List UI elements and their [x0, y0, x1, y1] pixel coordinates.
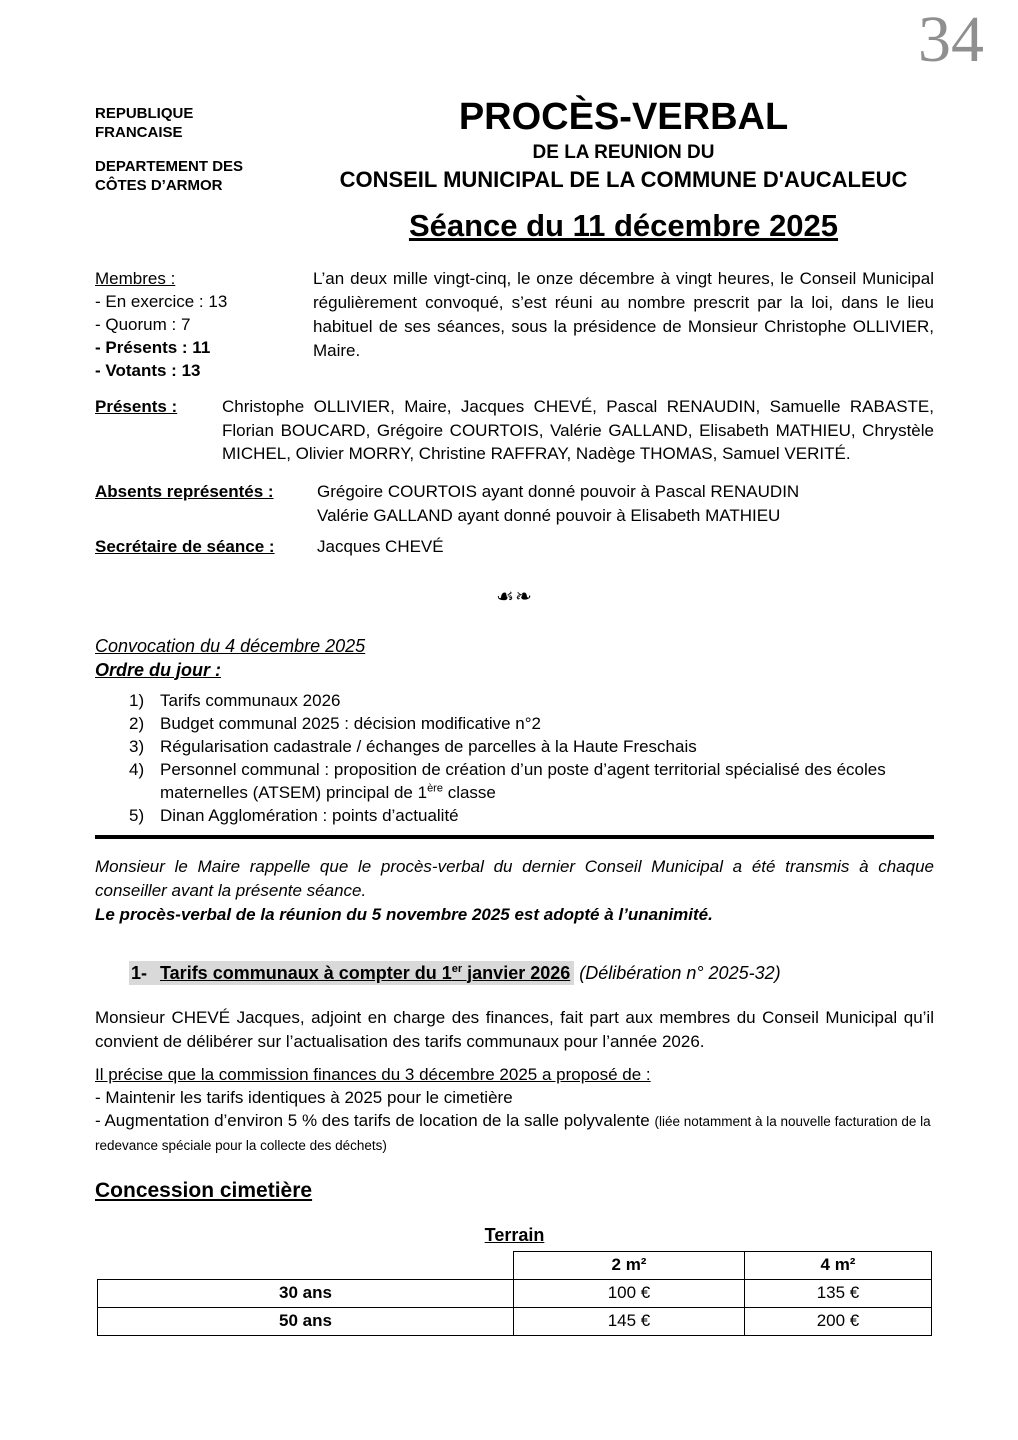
convocation-line	[95, 635, 934, 658]
agenda-item-5-text: Dinan Agglomération : points d’actualité	[160, 805, 459, 825]
document-title: PROCÈS-VERBAL	[458, 96, 789, 138]
adoption-statement: Le procès-verbal de la réunion du 5 novembre 2025 est adopté à l’unanimité.	[95, 904, 713, 924]
agenda-item-3-text: Régularisation cadastrale / échanges de parcelles à la Haute Freschais	[160, 736, 697, 756]
presents-row	[95, 395, 934, 466]
session-title	[313, 208, 934, 244]
table-row	[98, 1307, 932, 1335]
header-left-block	[95, 96, 313, 195]
table-row	[98, 1279, 932, 1307]
republic-label	[95, 104, 313, 142]
absents-row	[95, 480, 934, 528]
secretary-label: Secrétaire de séance :	[95, 536, 275, 556]
section-1-heading	[129, 960, 934, 986]
table-header-2m2: 2 m²	[514, 1251, 745, 1279]
table-header-row	[98, 1251, 932, 1279]
presents-names: Christophe OLLIVIER, Maire, Jacques CHEVÉ, Pascal RENAUDIN, Samuelle RABASTE, Florian BOUCARD, Grégoire COURTOIS, Valérie GALLAND, Elisabeth MATHIEU, Chrystèle MICHEL, Olivier MORRY, Christine RAFFRAY, Nadège THOMAS, Samuel VERITÉ.	[222, 397, 934, 463]
members-block	[95, 267, 313, 382]
table-row-1-value-4m2: 135 €	[745, 1279, 932, 1307]
department-line2: CÔTES D’ARMOR	[95, 177, 223, 194]
recall-paragraph: Monsieur le Maire rappelle que le procès-verbal du dernier Conseil Municipal a été transmis à chaque conseiller avant la présente séance.	[95, 856, 934, 900]
members-label: Membres :	[95, 269, 176, 288]
commission-proposal-2-note: (liée notamment à la nouvelle facturation de la redevance spéciale pour la collecte des déchets)	[95, 1113, 931, 1153]
members-presents: - Présents : 11	[95, 338, 211, 357]
secretary-name: Jacques CHEVÉ	[317, 536, 444, 556]
concession-heading	[95, 1178, 934, 1204]
fleuron-ornament-icon: ☙❧	[496, 585, 533, 608]
members-en-exercice: - En exercice : 13	[95, 292, 228, 311]
agenda-item-5	[129, 804, 934, 827]
agenda-list	[129, 689, 934, 827]
commission-intro-text: Il précise que la commission finances du 3 décembre 2025 a proposé de :	[95, 1064, 651, 1084]
members-and-intro-section	[95, 267, 934, 382]
table-row-2-value-2m2: 145 €	[514, 1307, 745, 1335]
commission-proposal-2	[95, 1109, 934, 1157]
section-1-title-superscript: er	[451, 962, 463, 975]
table-row-1-value-2m2: 100 €	[514, 1279, 745, 1307]
document-subtitle-1: DE LA REUNION DU	[532, 142, 715, 163]
section-1-title-a: Tarifs communaux à compter du 1	[160, 962, 452, 983]
terrain-table-title	[95, 1224, 934, 1247]
agenda-item-4	[129, 758, 934, 804]
absents-body	[317, 480, 799, 528]
section-1-body-paragraph: Monsieur CHEVÉ Jacques, adjoint en charge des finances, fait part aux membres du Conseil Municipal qu’il convient de délibérer sur l’actualisation des tarifs communaux pour l’année 2026.	[95, 1007, 934, 1051]
members-votants: - Votants : 13	[95, 361, 201, 380]
header-center-block	[313, 96, 934, 193]
document-header	[95, 96, 934, 195]
agenda-item-5-number: 5)	[129, 805, 145, 825]
agenda-label	[95, 658, 934, 682]
republic-line1: REPUBLIQUE	[95, 105, 194, 122]
session-title-text: Séance du 11 décembre 2025	[408, 208, 839, 243]
convocation-text: Convocation du 4 décembre 2025	[95, 635, 366, 656]
agenda-label-text: Ordre du jour :	[95, 659, 221, 680]
commission-proposal-1: - Maintenir les tarifs identiques à 2025 pour le cimetière	[95, 1087, 513, 1107]
concession-heading-text: Concession cimetière	[95, 1178, 313, 1202]
table-header-empty-cell	[98, 1251, 514, 1279]
secretary-row	[95, 535, 934, 559]
page-number: 34	[918, 3, 984, 76]
agenda-item-4-number: 4)	[129, 759, 145, 779]
agenda-item-4-superscript: ère	[427, 781, 443, 794]
intro-paragraph: L’an deux mille vingt-cinq, le onze décembre à vingt heures, le Conseil Municipal régulièrement convoqué, s’est réuni au nombre prescrit par la loi, dans le lieu habituel de ses séances, sous la présidence de Monsieur Christophe OLLIVIER, Maire.	[313, 269, 934, 360]
absents-line-1: Grégoire COURTOIS ayant donné pouvoir à Pascal RENAUDIN	[317, 481, 800, 501]
commission-intro	[95, 1063, 934, 1086]
agenda-item-2-number: 2)	[129, 713, 145, 733]
presents-label: Présents :	[95, 397, 178, 416]
republic-line2: FRANCAISE	[95, 124, 183, 141]
agenda-item-1-number: 1)	[129, 690, 145, 710]
section-1-title	[160, 963, 570, 983]
section-1-heading-highlight	[129, 961, 574, 985]
terrain-table-title-text: Terrain	[484, 1224, 545, 1245]
deliberation-reference: (Délibération n° 2025-32)	[579, 962, 781, 983]
absents-label: Absents représentés :	[95, 481, 274, 501]
agenda-item-3	[129, 735, 934, 758]
agenda-item-4-text	[160, 758, 934, 804]
department-line1: DEPARTEMENT DES	[95, 158, 244, 175]
agenda-item-2-text: Budget communal 2025 : décision modificative n°2	[160, 713, 542, 733]
agenda-item-4-text-b: classe	[442, 782, 496, 802]
agenda-item-3-number: 3)	[129, 736, 145, 756]
members-quorum: - Quorum : 7	[95, 315, 191, 334]
commission-proposal-2-main: - Augmentation d’environ 5 % des tarifs de location de la salle polyvalente	[95, 1110, 650, 1130]
table-header-4m2: 4 m²	[745, 1251, 932, 1279]
table-row-1-label: 30 ans	[98, 1279, 514, 1307]
table-row-2-label: 50 ans	[98, 1307, 514, 1335]
cemetery-tariff-table	[97, 1251, 932, 1336]
document-subtitle-2: CONSEIL MUNICIPAL DE LA COMMUNE D'AUCALEUC	[339, 167, 908, 192]
agenda-item-4-text-a: Personnel communal : proposition de création d’un poste d’agent territorial spécialisé des écoles maternelles (ATSEM) principal de 1	[160, 759, 886, 802]
agenda-item-2	[129, 712, 934, 735]
agenda-item-1-text: Tarifs communaux 2026	[160, 690, 341, 710]
section-divider-rule	[95, 835, 934, 839]
section-1-number: 1-	[131, 962, 148, 983]
section-1-title-b: janvier 2026	[462, 962, 571, 983]
table-row-2-value-4m2: 200 €	[745, 1307, 932, 1335]
previous-minutes-recall	[95, 855, 934, 927]
department-label	[95, 157, 313, 195]
agenda-item-1	[129, 689, 934, 712]
absents-line-2: Valérie GALLAND ayant donné pouvoir à Elisabeth MATHIEU	[317, 505, 781, 525]
